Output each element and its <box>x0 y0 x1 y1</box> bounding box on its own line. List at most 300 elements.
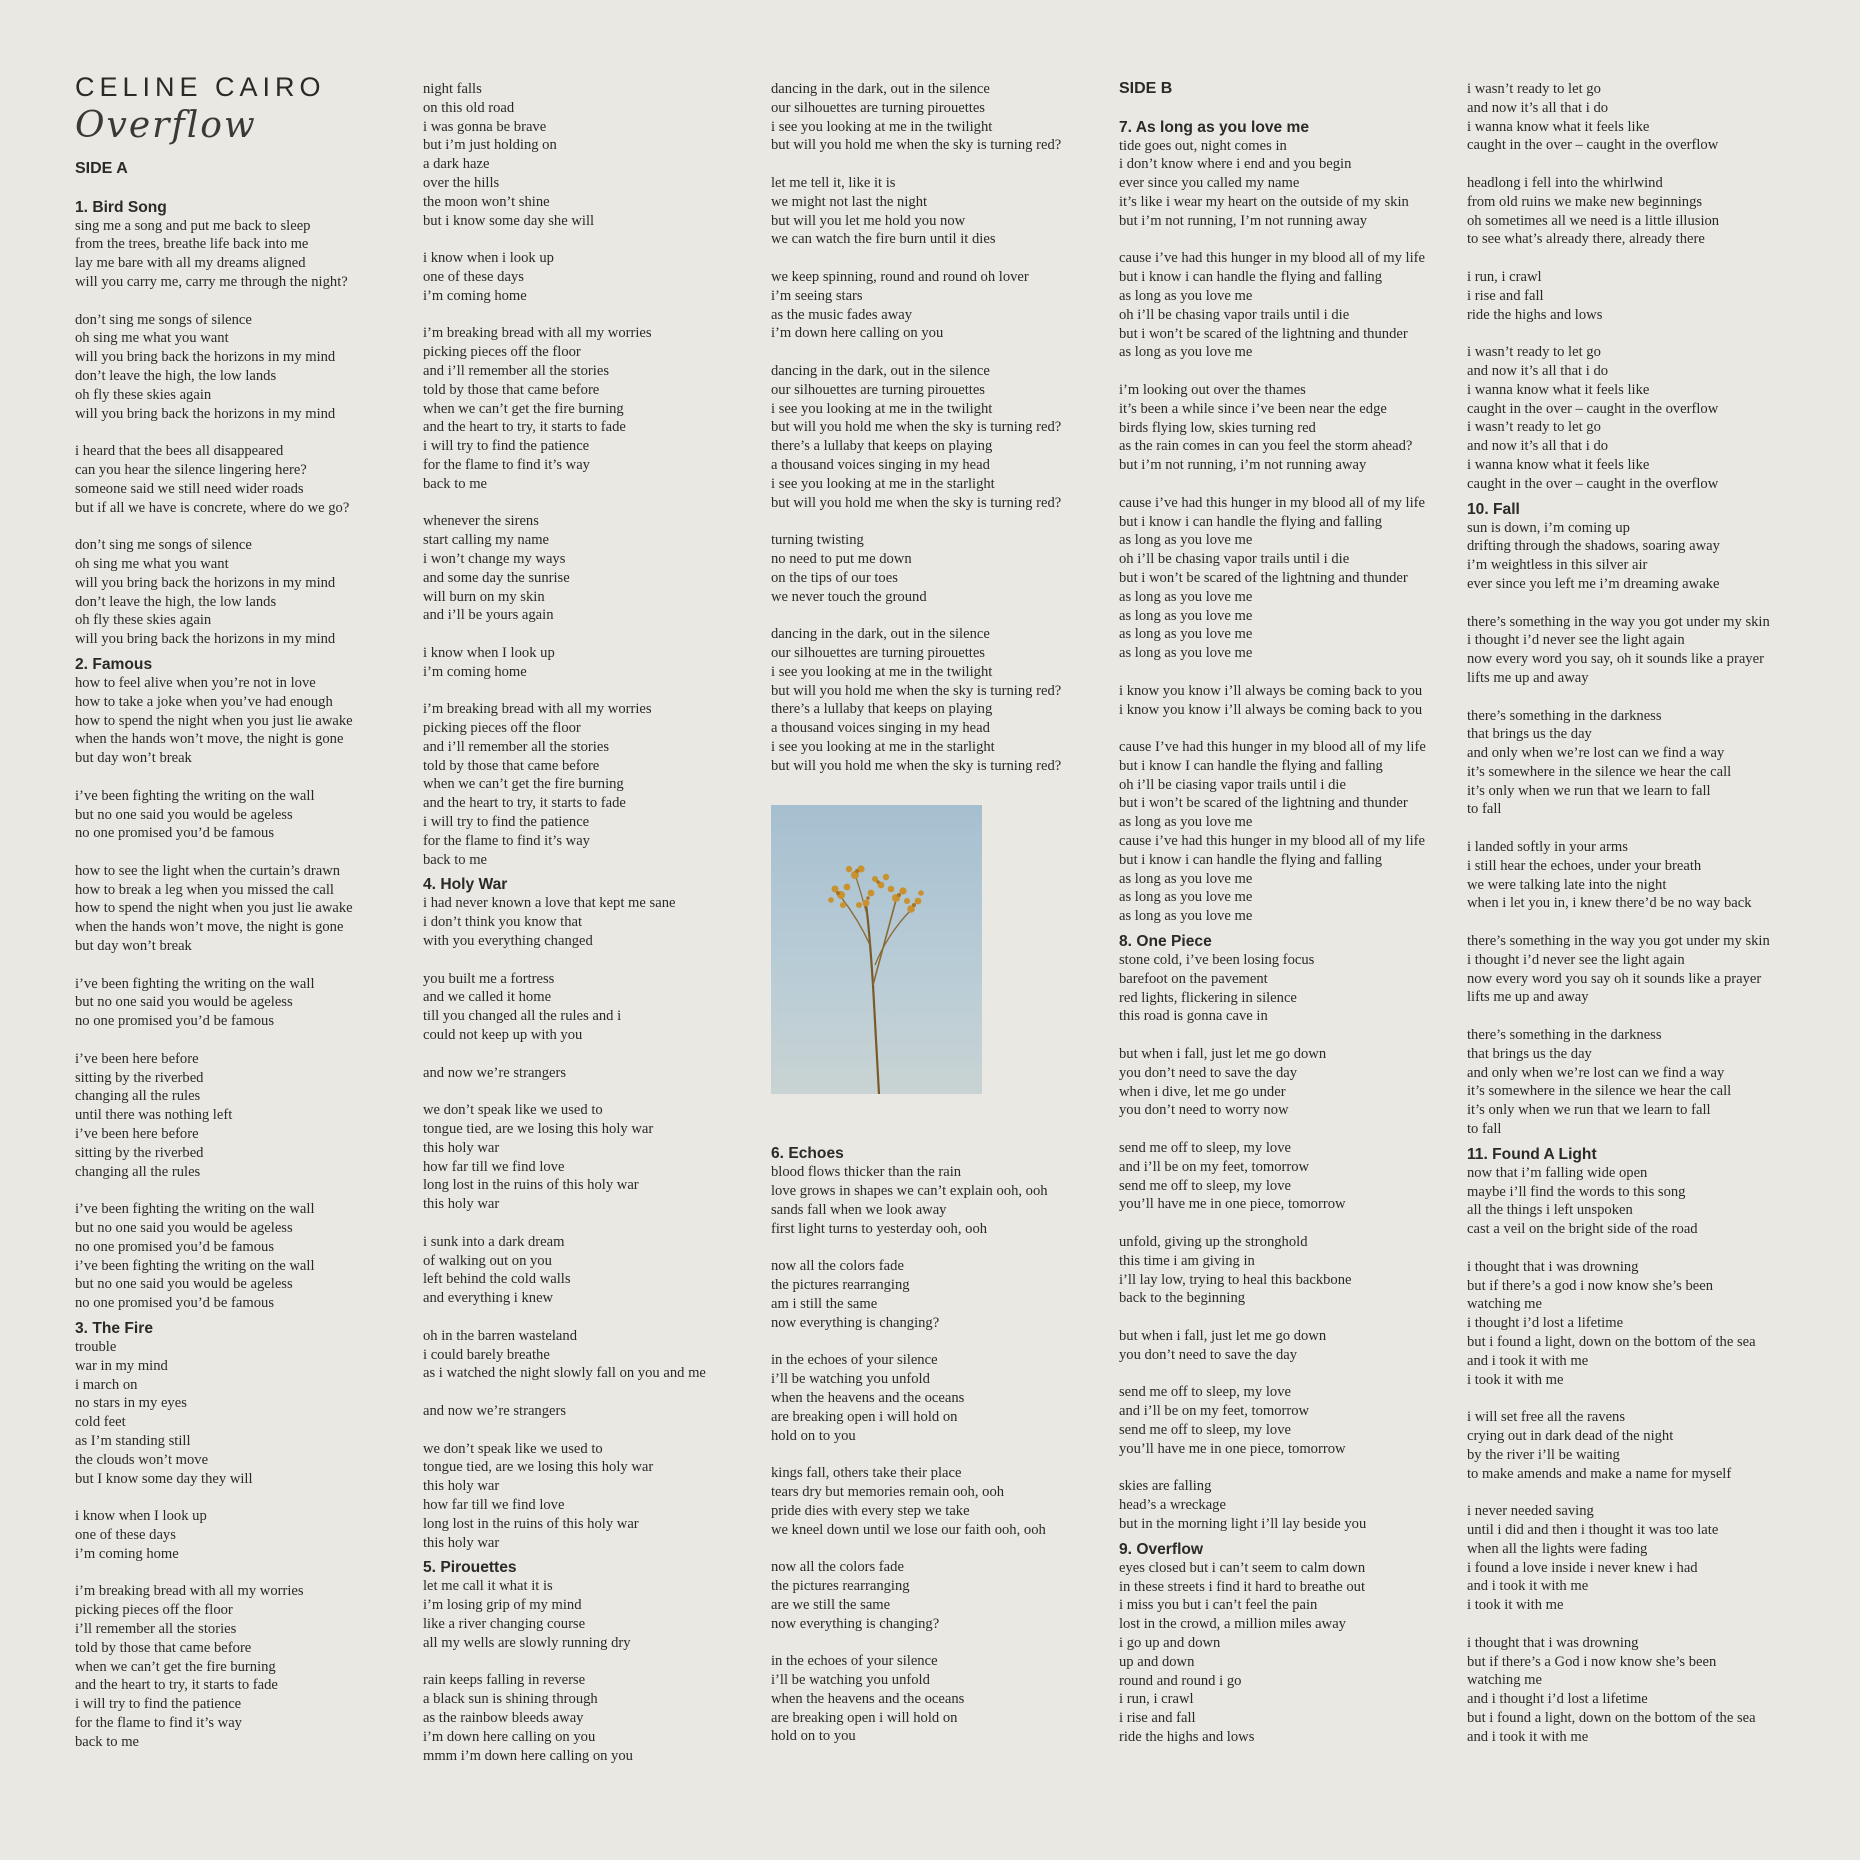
lyric-line: ever since you left me i’m dreaming awake <box>1467 575 1720 592</box>
lyric-line: i don’t think you know that <box>423 914 583 931</box>
lyric-line: watching me <box>1467 1296 1542 1313</box>
song-title: 11. Found A Light <box>1467 1145 1597 1163</box>
lyric-line: all my wells are slowly running dry <box>423 1634 631 1651</box>
lyric-line: oh i’ll be ciasing vapor trails until i die <box>1119 776 1346 793</box>
lyric-line: as long as you love me <box>1119 607 1253 624</box>
lyric-line: trouble <box>75 1339 117 1356</box>
lyric-line: i’m down here calling on you <box>771 325 944 342</box>
stanza <box>75 1338 420 1488</box>
lyric-line: we kneel down until we lose our faith ooh, ooh <box>771 1521 1046 1538</box>
lyric-line: the clouds won’t move <box>75 1451 209 1468</box>
stanza <box>423 1233 768 1308</box>
lyric-line: and everything i knew <box>423 1290 554 1307</box>
stanza-gap <box>423 625 768 644</box>
stanza <box>1119 682 1464 720</box>
lyric-line: tongue tied, are we losing this holy war <box>423 1459 654 1476</box>
lyric-line: i wasn’t ready to let go <box>1467 81 1601 97</box>
lyric-line: skies are falling <box>1119 1478 1212 1495</box>
lyric-line: mmm i’m down here calling on you <box>423 1747 633 1764</box>
song-block <box>771 1144 1116 1746</box>
lyric-line: and i’ll be yours again <box>423 607 554 624</box>
lyric-line: as the rain comes in can you feel the storm ahead? <box>1119 438 1413 455</box>
lyric-line: oh sing me what you want <box>75 555 229 572</box>
stanza <box>1119 494 1464 663</box>
song-block <box>75 655 420 1313</box>
lyric-line: ride the highs and lows <box>1119 1728 1255 1745</box>
lyric-line: how to see the light when the curtain’s drawn <box>75 862 341 879</box>
lyric-line: but will you hold me when the sky is turning red? <box>771 137 1062 154</box>
song-block <box>1119 118 1464 926</box>
stanza <box>75 674 420 768</box>
stanza <box>1467 707 1812 820</box>
lyric-line: but i won’t be scared of the lightning and thunder <box>1119 795 1408 812</box>
lyric-line: whenever the sirens <box>423 513 539 530</box>
song-title: 9. Overflow <box>1119 1540 1204 1558</box>
lyric-line: but i found a light, down on the bottom of the sea <box>1467 1709 1756 1726</box>
stanza <box>771 1351 1116 1445</box>
lyric-line: i’ve been fighting the writing on the wall <box>75 1257 315 1274</box>
lyric-line: and i’ll remember all the stories <box>423 362 610 379</box>
stanza-gap <box>75 956 420 975</box>
lyric-line: and only when we’re lost can we find a way <box>1467 745 1725 762</box>
stanza-gap <box>1119 1026 1464 1045</box>
stanza <box>423 512 768 625</box>
lyric-line: we were talking late into the night <box>1467 876 1667 893</box>
lyric-line: there’s something in the darkness <box>1467 707 1662 724</box>
lyric-line: you don’t need to save the day <box>1119 1346 1298 1363</box>
lyric-line: on the tips of our toes <box>771 569 898 586</box>
lyric-line: i’ll lay low, trying to heal this backbone <box>1119 1271 1352 1288</box>
stanza-gap <box>771 249 1116 268</box>
lyric-line: we can watch the fire burn until it dies <box>771 231 996 248</box>
lyric-line: blood flows thicker than the rain <box>771 1164 962 1181</box>
lyric-line: and the heart to try, it starts to fade <box>75 1677 278 1694</box>
lyric-line: but I know some day they will <box>75 1470 253 1487</box>
lyric-line: i see you looking at me in the twilight <box>771 118 993 135</box>
lyric-line: sands fall when we look away <box>771 1202 947 1219</box>
lyric-line: left behind the cold walls <box>423 1271 571 1288</box>
stanza-gap <box>771 606 1116 625</box>
lyric-line: but when i fall, just let me go down <box>1119 1328 1327 1344</box>
stanza-gap <box>423 1421 768 1440</box>
lyric-line: in the echoes of your silence <box>771 1352 938 1369</box>
lyric-line: in these streets i find it hard to breathe out <box>1119 1578 1365 1595</box>
lyric-line: no stars in my eyes <box>75 1395 187 1412</box>
stanza <box>771 1652 1116 1746</box>
stanza-gap <box>771 512 1116 531</box>
stanza-gap <box>423 306 768 325</box>
stanza <box>423 1440 768 1553</box>
lyric-line: don’t leave the high, the low lands <box>75 367 277 384</box>
lyric-line: cold feet <box>75 1414 126 1431</box>
stanza-gap <box>1119 1120 1464 1139</box>
lyric-line: now all the colors fade <box>771 1258 904 1275</box>
lyric-line: our silhouettes are turning pirouettes <box>771 99 985 116</box>
stanza-gap <box>423 1653 768 1672</box>
stanza-gap <box>75 1488 420 1507</box>
lyric-line: and now it’s all that i do <box>1467 99 1609 116</box>
lyric-line: lifts me up and away <box>1467 669 1589 686</box>
lyric-line: and now it’s all that i do <box>1467 362 1609 379</box>
lyric-line: it’s like i wear my heart on the outside of my skin <box>1119 193 1409 210</box>
lyric-line: changing all the rules <box>75 1088 201 1105</box>
lyric-line: it’s been a while since i’ve been near the edge <box>1119 400 1387 417</box>
stanza <box>423 1577 768 1652</box>
lyric-line: and now it’s all that i do <box>1467 438 1609 455</box>
lyric-line: how to break a leg when you missed the call <box>75 881 334 898</box>
lyric-line: how to spend the night when you just lie awake <box>75 712 353 729</box>
lyric-line: but if there’s a god i now know she’s been <box>1467 1277 1714 1294</box>
stanza <box>423 1064 768 1083</box>
lyric-line: as long as you love me <box>1119 870 1253 887</box>
song-title: 6. Echoes <box>771 1145 844 1163</box>
lyric-line: as long as you love me <box>1119 344 1253 361</box>
lyric-line: i’ve been here before <box>75 1126 199 1143</box>
lyric-line: a black sun is shining through <box>423 1691 598 1708</box>
stanza <box>75 442 420 517</box>
lyric-line: there’s a lullaby that keeps on playing <box>771 438 993 455</box>
song-block <box>1467 1145 1812 1747</box>
stanza <box>1119 738 1464 926</box>
stanza-gap <box>1467 1007 1812 1026</box>
side-b-label: SIDE B <box>1119 80 1173 97</box>
lyric-line: i thought i’d never see the light again <box>1467 951 1685 968</box>
lyric-line: it’s somewhere in the silence we hear the call <box>1467 1083 1732 1100</box>
lyric-line: but i won’t be scared of the lightning and thunder <box>1119 569 1408 586</box>
lyric-line: but i know i can handle the flying and falling <box>1119 269 1383 286</box>
lyric-line: barefoot on the pavement <box>1119 970 1268 987</box>
lyric-line: all the things i left unspoken <box>1467 1202 1633 1219</box>
stanza <box>771 268 1116 343</box>
lyric-line: how far till we find love <box>423 1496 565 1513</box>
lyric-line: i won’t change my ways <box>423 550 566 567</box>
lyric-line: one of these days <box>423 268 524 285</box>
lyric-line: over the hills <box>423 174 500 191</box>
lyric-line: how to feel alive when you’re not in love <box>75 674 316 691</box>
lyric-line: how far till we find love <box>423 1158 565 1175</box>
stanza <box>1467 1164 1812 1239</box>
stanza-gap <box>1467 1483 1812 1502</box>
lyric-line: when the heavens and the oceans <box>771 1690 965 1707</box>
lyric-line: oh i’ll be chasing vapor trails until i die <box>1119 306 1350 323</box>
stanza-gap <box>1467 155 1812 174</box>
lyric-line: headlong i fell into the whirlwind <box>1467 174 1663 191</box>
lyric-line: cause I’ve had this hunger in my blood all of my life <box>1119 739 1426 756</box>
stanza-gap <box>1467 1239 1812 1258</box>
lyric-line: it’s only when we run that we learn to fall <box>1467 1102 1711 1119</box>
lyric-line: long lost in the ruins of this holy war <box>423 1515 639 1532</box>
lyric-line: i thought i’d never see the light again <box>1467 632 1685 649</box>
lyric-line: round and round i go <box>1119 1672 1242 1689</box>
stanza-gap <box>1119 1365 1464 1384</box>
lyric-line: am i still the same <box>771 1296 878 1313</box>
stanza <box>75 862 420 956</box>
stanza <box>423 1671 768 1765</box>
song-block <box>75 198 420 649</box>
lyric-line: this road is gonna cave in <box>1119 1008 1268 1025</box>
lyric-line: when i let you in, i knew there’d be no way back <box>1467 895 1752 912</box>
lyric-line: don’t sing me songs of silence <box>75 537 252 554</box>
stanza <box>423 1327 768 1383</box>
lyric-line: now everything is changing? <box>771 1615 940 1632</box>
lyric-line: as I’m standing still <box>75 1433 191 1449</box>
lyric-line: picking pieces off the floor <box>423 720 581 737</box>
stanza-gap <box>75 1564 420 1583</box>
lyric-line: tongue tied, are we losing this holy war <box>423 1121 654 1138</box>
lyric-line: pride dies with every step we take <box>771 1502 970 1519</box>
lyric-line: as the music fades away <box>771 306 913 323</box>
lyric-line: but if all we have is concrete, where do we go? <box>75 499 350 516</box>
lyric-line: i will try to find the patience <box>423 814 590 831</box>
lyric-line: i’m seeing stars <box>771 287 863 304</box>
lyric-line: cause i’ve had this hunger in my blood all of my life <box>1119 250 1425 267</box>
lyric-line: send me off to sleep, my love <box>1119 1177 1291 1194</box>
lyric-line: i wanna know what it feels like <box>1467 381 1650 398</box>
lyric-line: dancing in the dark, out in the silence <box>771 626 990 643</box>
lyric-line: as i watched the night slowly fall on you and me <box>423 1365 706 1382</box>
stanza <box>1119 137 1464 231</box>
lyric-line: i rise and fall <box>1119 1710 1196 1727</box>
stanza <box>771 1163 1116 1238</box>
lyric-line: let me tell it, like it is <box>771 174 896 191</box>
lyric-line: back to me <box>423 475 488 492</box>
lyric-line: i’m coming home <box>75 1545 179 1562</box>
lyric-line: to fall <box>1467 1121 1502 1138</box>
stanza-gap <box>1119 719 1464 738</box>
lyric-line: i will try to find the patience <box>423 438 590 455</box>
lyric-line: when the hands won’t move, the night is gone <box>75 919 344 936</box>
lyric-line: i see you looking at me in the starlight <box>771 738 995 755</box>
lyric-line: told by those that came before <box>423 381 600 398</box>
lyric-line: watching me <box>1467 1672 1542 1689</box>
lyric-line: you don’t need to worry now <box>1119 1102 1289 1119</box>
lyric-line: dancing in the dark, out in the silence <box>771 81 990 97</box>
lyric-line: i see you looking at me in the twilight <box>771 663 993 680</box>
lyric-line: i’m coming home <box>423 287 527 304</box>
lyric-line: are breaking open i will hold on <box>771 1408 958 1425</box>
lyric-line: i miss you but i can’t feel the pain <box>1119 1597 1318 1614</box>
lyric-line: now every word you say oh it sounds like a prayer <box>1467 970 1762 987</box>
lyric-line: but i won’t be scared of the lightning and thunder <box>1119 325 1408 342</box>
lyric-line: eyes closed but i can’t seem to calm down <box>1119 1559 1366 1576</box>
stanza-gap <box>1119 1214 1464 1233</box>
lyric-line: but i know I can handle the flying and falling <box>1119 757 1383 774</box>
lyric-line: as long as you love me <box>1119 814 1253 831</box>
stanza <box>1467 613 1812 688</box>
lyric-line: kings fall, others take their place <box>771 1465 962 1482</box>
lyric-line: as long as you love me <box>1119 588 1253 605</box>
lyric-line: we don’t speak like we used to <box>423 1440 603 1457</box>
lyric-line: i wanna know what it feels like <box>1467 456 1650 473</box>
lyric-line: but i know i can handle the flying and falling <box>1119 513 1383 530</box>
stanza-gap <box>1119 663 1464 682</box>
lyric-line: will burn on my skin <box>423 588 545 605</box>
lyric-line: night falls <box>423 81 482 97</box>
lyric-line: i’ll be watching you unfold <box>771 1672 930 1688</box>
stanza <box>1119 1477 1464 1533</box>
lyric-line: tide goes out, night comes in <box>1119 137 1287 154</box>
lyric-line: there’s something in the way you got under my skin <box>1467 613 1770 630</box>
stanza <box>771 1257 1116 1332</box>
lyric-line: the pictures rearranging <box>771 1578 910 1595</box>
lyric-line: how to take a joke when you’ve had enough <box>75 693 333 710</box>
lyric-line: i wanna know what it feels like <box>1467 118 1650 135</box>
lyric-line: we never touch the ground <box>771 588 927 605</box>
lyric-line: this time i am giving in <box>1119 1252 1255 1269</box>
stanza-gap <box>771 1333 1116 1352</box>
lyric-line: i’m down here calling on you <box>423 1728 596 1745</box>
lyric-line: it’s only when we run that we learn to fall <box>1467 782 1711 799</box>
lyric-line: but i’m not running, i’m not running away <box>1119 457 1367 474</box>
song-title: 10. Fall <box>1467 500 1520 518</box>
stanza-gap <box>1467 249 1812 268</box>
stanza-gap <box>75 768 420 787</box>
lyric-line: no need to put me down <box>771 550 912 567</box>
lyric-line: oh fly these skies again <box>75 386 212 403</box>
song-title: 2. Famous <box>75 655 153 673</box>
lyric-line: and we called it home <box>423 989 552 1006</box>
lyric-line: i know when i look up <box>423 250 554 267</box>
lyric-line: i’m coming home <box>423 663 527 680</box>
lyric-line: i see you looking at me in the twilight <box>771 400 993 417</box>
stanza-gap <box>423 230 768 249</box>
lyric-line: a thousand voices singing in my head <box>771 720 990 737</box>
lyric-line: but will you hold me when the sky is turning red? <box>771 757 1062 774</box>
lyric-line: i still hear the echoes, under your breath <box>1467 857 1702 874</box>
lyric-line: ever since you called my name <box>1119 175 1300 192</box>
lyric-line: but no one said you would be ageless <box>75 1276 293 1293</box>
lyric-line: as long as you love me <box>1119 626 1253 643</box>
stanza <box>75 1507 420 1563</box>
stanza <box>771 531 1116 606</box>
lyric-line: to see what’s already there, already there <box>1467 231 1705 248</box>
lyric-line: and now we’re strangers <box>423 1064 567 1081</box>
song-block <box>423 80 768 869</box>
lyric-line: there’s something in the darkness <box>1467 1027 1662 1044</box>
lyric-line: maybe i’ll find the words to this song <box>1467 1183 1686 1200</box>
album-title: Overflow <box>75 105 257 146</box>
lyric-line: but day won’t break <box>75 750 192 767</box>
lyric-line: i thought i’d lost a lifetime <box>1467 1315 1624 1332</box>
lyric-line: but in the morning light i’ll lay beside you <box>1119 1515 1367 1532</box>
lyric-line: as long as you love me <box>1119 532 1253 549</box>
lyric-line: from the trees, breathe life back into me <box>75 236 309 253</box>
lyric-line: lost in the crowd, a million miles away <box>1119 1616 1346 1633</box>
stanza <box>771 1558 1116 1633</box>
lyric-line: when we can’t get the fire burning <box>75 1658 276 1675</box>
stanza <box>1467 1502 1812 1615</box>
song-block <box>75 1319 420 1752</box>
stanza <box>75 1582 420 1751</box>
lyric-line: till you changed all the rules and i <box>423 1008 622 1025</box>
stanza-gap <box>771 1445 1116 1464</box>
stanza <box>1119 951 1464 1026</box>
lyric-line: will you bring back the horizons in my mind <box>75 574 336 591</box>
lyric-line: but day won’t break <box>75 938 192 955</box>
lyric-line: but will you hold me when the sky is turning red? <box>771 494 1062 511</box>
lyric-line: long lost in the ruins of this holy war <box>423 1177 639 1194</box>
lyric-line: crying out in dark dead of the night <box>1467 1427 1674 1444</box>
song-block <box>1119 1540 1464 1747</box>
side-a-label: SIDE A <box>75 160 128 177</box>
lyric-line: red lights, flickering in silence <box>1119 989 1297 1006</box>
stanza-gap <box>1119 1308 1464 1327</box>
column-5 <box>1467 80 1812 1747</box>
lyric-line: but no one said you would be ageless <box>75 806 293 823</box>
lyric-line: and i took it with me <box>1467 1578 1589 1595</box>
lyric-line: from old ruins we make new beginnings <box>1467 193 1703 210</box>
stanza <box>75 311 420 424</box>
lyric-line: i see you looking at me in the starlight <box>771 475 995 492</box>
column-2 <box>423 80 768 1765</box>
lyric-line: back to the beginning <box>1119 1290 1246 1307</box>
lyric-line: when we can’t get the fire burning <box>423 776 624 793</box>
lyric-line: caught in the over – caught in the overflow <box>1467 400 1719 417</box>
stanza-gap <box>1467 324 1812 343</box>
lyric-line: i know when I look up <box>75 1508 207 1525</box>
lyric-line: i thought that i was drowning <box>1467 1634 1639 1651</box>
lyric-line: that brings us the day <box>1467 726 1592 743</box>
stanza <box>1119 1559 1464 1747</box>
lyric-line: oh i’ll be chasing vapor trails until i die <box>1119 551 1350 568</box>
lyric-line: i wasn’t ready to let go <box>1467 344 1601 361</box>
lyric-line: our silhouettes are turning pirouettes <box>771 644 985 661</box>
lyric-line: dancing in the dark, out in the silence <box>771 362 990 379</box>
song-block <box>1467 500 1812 1139</box>
lyric-line: how to spend the night when you just lie awake <box>75 900 353 917</box>
song-title: 3. The Fire <box>75 1320 153 1338</box>
lyric-line: this holy war <box>423 1139 500 1156</box>
lyric-line: hold on to you <box>771 1427 856 1444</box>
stanza <box>423 894 768 950</box>
lyric-line: i thought that i was drowning <box>1467 1258 1639 1275</box>
lyric-line: i’m breaking bread with all my worries <box>75 1583 304 1600</box>
lyric-line: as long as you love me <box>1119 908 1253 925</box>
lyric-line: it’s somewhere in the silence we hear the call <box>1467 763 1732 780</box>
lyric-line: oh in the barren wasteland <box>423 1327 577 1344</box>
lyric-line: tears dry but memories remain ooh, ooh <box>771 1484 1005 1501</box>
stanza <box>423 700 768 869</box>
lyric-line: don’t leave the high, the low lands <box>75 593 277 610</box>
song-block <box>423 1558 768 1765</box>
lyric-line: i’ll be watching you unfold <box>771 1371 930 1388</box>
lyric-line: i’m breaking bread with all my worries <box>423 701 652 718</box>
lyric-line: start calling my name <box>423 532 550 549</box>
lyric-line: but will you hold me when the sky is turning red? <box>771 419 1062 436</box>
lyric-line: i rise and fall <box>1467 287 1544 304</box>
lyric-line: and i took it with me <box>1467 1728 1589 1745</box>
lyric-line: picking pieces off the floor <box>75 1602 233 1619</box>
lyric-line: no one promised you’d be famous <box>75 1238 275 1255</box>
stanza-gap <box>1467 819 1812 838</box>
stanza <box>1467 1408 1812 1483</box>
lyric-line: and i’ll remember all the stories <box>423 738 610 755</box>
stanza-gap <box>1119 231 1464 250</box>
lyric-line: i’ve been fighting the writing on the wall <box>75 1201 315 1218</box>
stanza <box>423 80 768 230</box>
lyric-line: we might not last the night <box>771 193 928 210</box>
lyric-line: and i took it with me <box>1467 1352 1589 1369</box>
lyric-line: caught in the over – caught in the overflow <box>1467 137 1719 154</box>
song-block <box>423 875 768 1552</box>
lyric-line: there’s a lullaby that keeps on playing <box>771 701 993 718</box>
stanza-gap <box>1467 688 1812 707</box>
lyric-line: there’s something in the way you got under my skin <box>1467 933 1770 950</box>
stanza-gap <box>75 517 420 536</box>
column-1 <box>75 72 420 1752</box>
song-title: 1. Bird Song <box>75 198 167 216</box>
lyric-line: sitting by the riverbed <box>75 1144 204 1161</box>
